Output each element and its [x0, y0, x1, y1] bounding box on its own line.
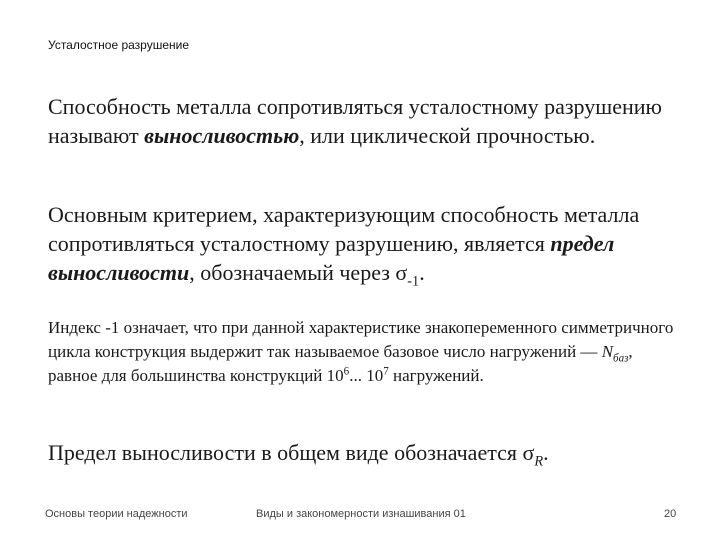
paragraph-text: , или циклической прочностью. [299, 123, 596, 148]
footer-course-title: Основы теории надежности [45, 508, 188, 520]
exponent-7: 7 [383, 365, 389, 378]
paragraph-end: . [543, 440, 549, 465]
sigma-symbol: σ [395, 260, 408, 285]
sigma-symbol: σ [522, 440, 535, 465]
paragraph-text: Индекс -1 означает, что при данной характеристике знакопеременного симметричного цикла конструкция выдержит так называемое базовое число нагружений — [48, 318, 674, 361]
footer-section-title: Виды и закономерности изнашивания 01 [256, 508, 466, 520]
paragraph-end: . [419, 260, 425, 285]
paragraph-text: ... 10 [349, 366, 384, 385]
sigma-subscript: -1 [407, 273, 420, 290]
paragraph-index-explanation [48, 316, 678, 388]
footer-page-number: 20 [664, 508, 677, 520]
paragraph-endurance-limit [48, 200, 678, 290]
paragraph-text: Предел выносливости в общем виде обозначается [48, 440, 523, 465]
n-subscript: баз [613, 352, 629, 365]
slide-title: Усталостное разрушение [48, 38, 190, 52]
paragraph-endurance-definition [48, 92, 678, 150]
term-endurance: выносливостью [144, 123, 300, 148]
paragraph-general-notation [48, 438, 678, 470]
paragraph-text: Способность металла сопротивляться усталостному разрушению называют [48, 94, 662, 148]
exponent-6: 6 [343, 365, 350, 378]
paragraph-text: Основным критерием, характеризующим способность металла сопротивляться усталостному разрушению, является [48, 202, 640, 256]
n-symbol: N [601, 342, 614, 361]
term-endurance-limit: предел выносливости [48, 231, 615, 285]
paragraph-text: нагружений. [388, 366, 484, 385]
sigma-subscript: R [534, 453, 544, 470]
paragraph-text: , равное для большинства конструкций 10 [48, 342, 633, 385]
paragraph-text: , обозначаемый через [189, 260, 396, 285]
